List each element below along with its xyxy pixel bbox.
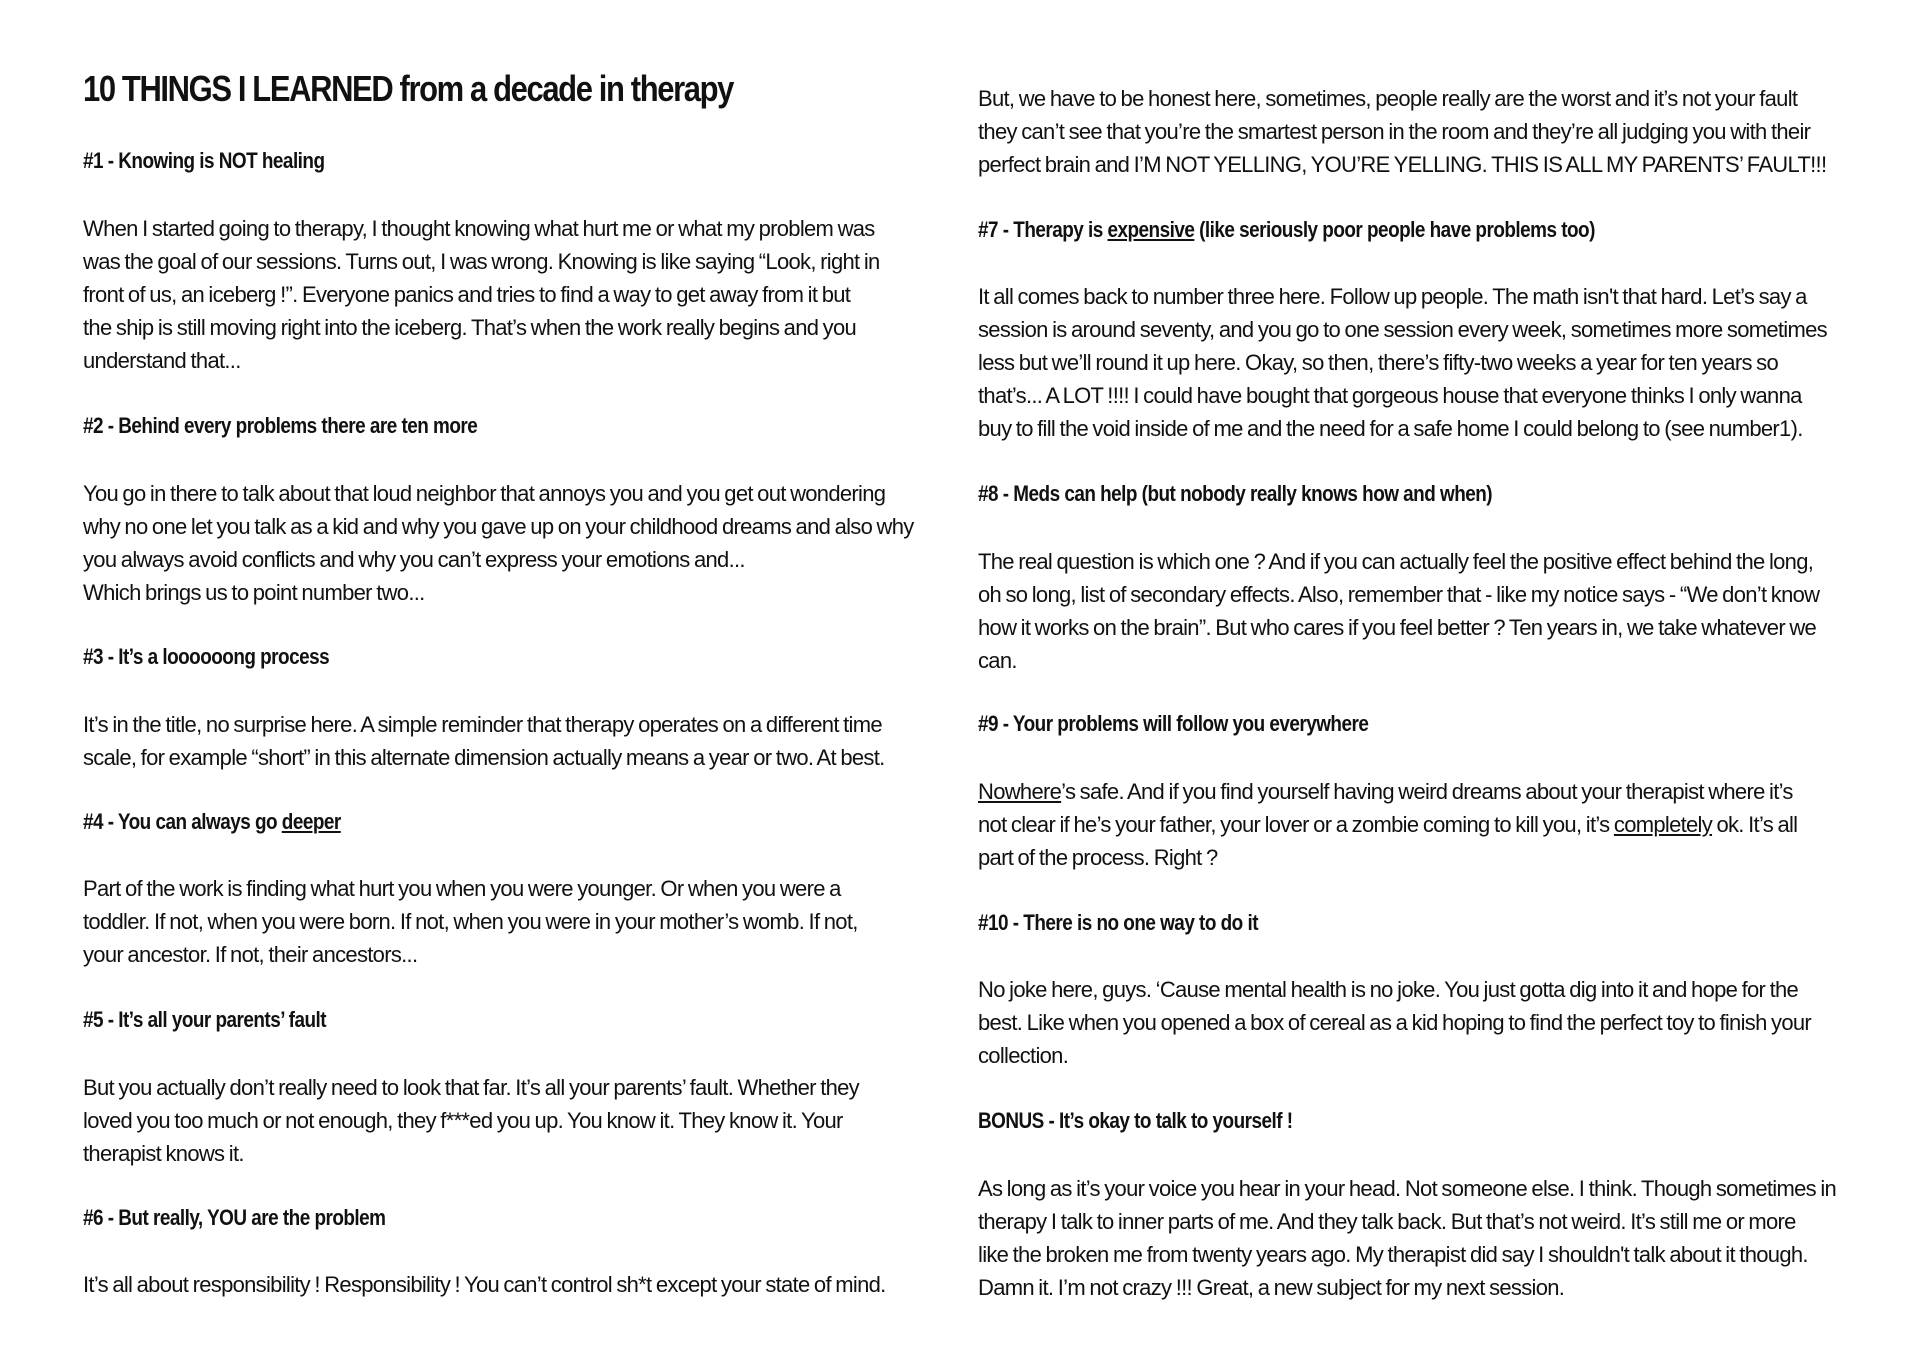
bonus-body [978,1172,1848,1304]
text-run: ok. It’s all [1712,812,1798,837]
text-line: your ancestor. If not, their ancestors... [83,942,418,967]
text-line: When I started going to therapy, I thought knowing what hurt me or what my problem was [83,216,875,241]
section-4-heading [83,809,341,835]
text-line: why no one let you talk as a kid and why you gave up on your childhood dreams and also why [83,514,914,539]
text-line: front of us, an iceberg !”. Everyone panics and tries to find a way to get away from it but [83,282,851,307]
section-6-heading: #6 - But really, YOU are the problem [83,1205,386,1230]
text-line: therapy I talk to inner parts of me. And they talk back. But that’s not weird. It’s still me or more [978,1209,1796,1234]
text-line: can. [978,648,1017,673]
text-line: It’s in the title, no surprise here. A simple reminder that therapy operates on a different time [83,712,882,737]
text-line: that’s... A LOT !!!! I could have bought that gorgeous house that everyone thinks I only wanna [978,383,1802,408]
text-line: It all comes back to number three here. Follow up people. The math isn't that hard. Let’s say a [978,284,1807,309]
text-line: perfect brain and I’M NOT YELLING, YOU’RE YELLING. THIS IS ALL MY PARENTS’ FAULT!!! [978,152,1827,177]
text-line: how it works on the brain”. But who cares if you feel better ? Ten years in, we take whatever we [978,615,1817,640]
underlined-word: Nowhere [978,779,1062,804]
underlined-word: completely [1613,812,1713,837]
text-run: not clear if he’s your father, your lover or a zombie coming to kill you, it’s [978,812,1614,837]
text-line: understand that... [83,348,241,373]
section-2-heading: #2 - Behind every problems there are ten more [83,413,478,438]
text-line: therapist knows it. [83,1141,244,1166]
text-line: the ship is still moving right into the iceberg. That’s when the work really begins and you [83,315,857,340]
text-line: oh so long, list of secondary effects. Also, remember that - like my notice says - “We don’t know [978,582,1820,607]
text-line: session is around seventy, and you go to one session every week, sometimes more sometimes [978,317,1827,342]
text-line: The real question is which one ? And if you can actually feel the positive effect behind the long, [978,549,1814,574]
text-line: collection. [978,1043,1069,1068]
heading-text: #4 - You can always go [83,809,282,834]
text-line: Damn it. I’m not crazy !!! Great, a new subject for my next session. [978,1275,1565,1300]
text-line: you always avoid conflicts and why you can’t express your emotions and... [83,547,745,572]
document-title: 10 THINGS I LEARNED from a decade in therapy [83,68,733,109]
section-10-body [978,973,1848,1072]
text-line: Part of the work is finding what hurt you when you were younger. Or when you were a [83,876,841,901]
heading-text: #7 - Therapy is [978,217,1108,242]
section-5-body [83,1071,933,1170]
text-line: No joke here, guys. ‘Cause mental health is no joke. You just gotta dig into it and hope for the [978,977,1799,1002]
bonus-heading: BONUS - It’s okay to talk to yourself ! [978,1108,1293,1133]
text-line: You go in there to talk about that loud neighbor that annoys you and you get out wondering [83,481,886,506]
text-line [978,808,1848,841]
text-line: As long as it’s your voice you hear in your head. Not someone else. I think. Though sometimes in [978,1176,1837,1201]
text-line: But, we have to be honest here, sometimes, people really are the worst and it’s not your fault [978,86,1798,111]
section-7-body [978,280,1848,445]
section-6-body-continued [978,82,1848,181]
section-3-heading: #3 - It’s a loooooong process [83,644,330,669]
text-line: part of the process. Right ? [978,845,1218,870]
text-line: best. Like when you opened a box of cereal as a kid hoping to find the perfect toy to finish your [978,1010,1812,1035]
section-4-body [83,872,933,971]
section-1-heading: #1 - Knowing is NOT healing [83,148,325,173]
section-9-heading: #9 - Your problems will follow you everywhere [978,711,1369,736]
text-line: scale, for example “short” in this alternate dimension actually means a year or two. At best. [83,745,885,770]
section-1-body [83,212,933,377]
underlined-word: expensive [1107,217,1195,242]
text-line: like the broken me from twenty years ago. My therapist did say I shouldn't talk about it though. [978,1242,1808,1267]
text-line: was the goal of our sessions. Turns out, I was wrong. Knowing is like saying “Look, right in [83,249,880,274]
underlined-word: deeper [281,809,341,834]
section-7-heading [978,217,1595,243]
section-8-heading: #8 - Meds can help (but nobody really knows how and when) [978,481,1493,506]
text-line: they can’t see that you’re the smartest person in the room and they’re all judging you with their [978,119,1811,144]
section-6-body [83,1268,933,1301]
heading-text: (like seriously poor people have problems too) [1194,217,1595,242]
text-line: It’s all about responsibility ! Responsibility ! You can’t control sh*t except your state of mind. [83,1272,886,1297]
section-9-body [978,775,1848,874]
text-line [978,775,1848,808]
text-line: But you actually don’t really need to look that far. It’s all your parents’ fault. Whether they [83,1075,859,1100]
text-line: buy to fill the void inside of me and the need for a safe home I could belong to (see number1). [978,416,1803,441]
text-line: toddler. If not, when you were born. If not, when you were in your mother’s womb. If not, [83,909,858,934]
text-run: ’s safe. And if you find yourself having weird dreams about your therapist where it’s [1061,779,1793,804]
section-3-body [83,708,933,774]
section-5-heading: #5 - It’s all your parents’ fault [83,1007,327,1032]
text-line: less but we’ll round it up here. Okay, so then, there’s fifty-two weeks a year for ten years so [978,350,1778,375]
section-8-body [978,545,1848,677]
section-10-heading: #10 - There is no one way to do it [978,910,1258,935]
text-line: loved you too much or not enough, they f***ed you up. You know it. They know it. Your [83,1108,843,1133]
section-2-body [83,477,933,609]
text-line: Which brings us to point number two... [83,580,425,605]
